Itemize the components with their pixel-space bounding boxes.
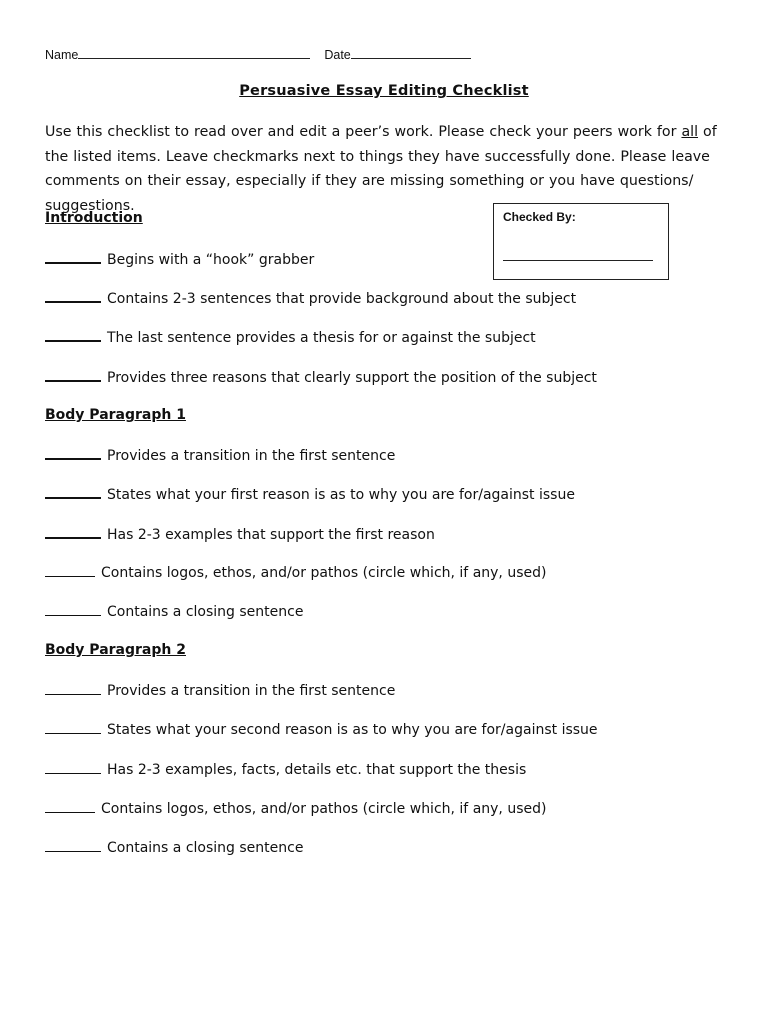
checked-by-label: Checked By: [503, 210, 576, 224]
checklist-item-text: Provides a transition in the first sentence [107, 683, 396, 699]
check-blank[interactable] [45, 249, 101, 264]
checklist-item [45, 524, 435, 543]
checklist-item [45, 602, 303, 620]
section-heading-body-paragraph-1: Body Paragraph 1 [45, 407, 186, 423]
checklist-item-text: Contains 2-3 sentences that provide background about the subject [107, 291, 577, 307]
check-blank[interactable] [45, 524, 101, 539]
check-blank[interactable] [45, 484, 101, 499]
checklist-item [45, 563, 546, 581]
check-blank[interactable] [45, 720, 101, 734]
date-label: Date [324, 48, 351, 62]
checklist-item-text: Contains logos, ethos, and/or pathos (circle which, if any, used) [101, 801, 547, 817]
check-blank[interactable] [45, 602, 101, 616]
checked-by-signature-line [503, 260, 653, 261]
checklist-item [45, 288, 576, 307]
checklist-item-text: States what your first reason is as to why you are for/against issue [107, 487, 575, 503]
checklist-item [45, 681, 395, 699]
checked-by-box [493, 203, 669, 280]
check-blank[interactable] [45, 799, 95, 813]
instructions-text-part2: of the listed items. Leave checkmarks next to things they have successfully done. Please leave comments on their essay, especially if they are missing something or you have questions/ suggestions. [45, 124, 717, 214]
checklist-item-text: Provides a transition in the first sentence [107, 448, 396, 464]
checklist-item [45, 249, 314, 268]
section-heading-body-paragraph-2: Body Paragraph 2 [45, 642, 186, 658]
checklist-item [45, 838, 303, 856]
checklist-item [45, 367, 597, 386]
check-blank[interactable] [45, 367, 101, 382]
check-blank[interactable] [45, 288, 101, 303]
checklist-item [45, 484, 575, 503]
date-field-line [351, 46, 471, 59]
check-blank[interactable] [45, 760, 101, 774]
check-blank[interactable] [45, 563, 95, 577]
check-blank[interactable] [45, 681, 101, 695]
instructions-text-part1: Use this checklist to read over and edit a peer’s work. Please check your peers work for [45, 124, 682, 140]
instructions-underlined-word: all [681, 124, 699, 140]
checklist-item-text: States what your second reason is as to why you are for/against issue [107, 722, 598, 738]
checklist-item [45, 327, 536, 346]
name-label: Name [45, 48, 79, 62]
section-heading-introduction: Introduction [45, 210, 143, 226]
check-blank[interactable] [45, 838, 101, 852]
checklist-item-text: Provides three reasons that clearly support the position of the subject [107, 370, 597, 386]
check-blank[interactable] [45, 445, 101, 460]
checklist-item-text: Has 2-3 examples that support the first reason [107, 527, 435, 543]
checklist-item-text: Contains logos, ethos, and/or pathos (circle which, if any, used) [101, 565, 547, 581]
checklist-item [45, 720, 598, 738]
checklist-item-text: Has 2-3 examples, facts, details etc. that support the thesis [107, 762, 527, 778]
checklist-item [45, 760, 526, 778]
checklist-item-text: Begins with a “hook” grabber [107, 252, 315, 268]
checklist-item [45, 799, 546, 817]
checklist-item-text: The last sentence provides a thesis for or against the subject [107, 330, 536, 346]
checklist-item-text: Contains a closing sentence [107, 604, 304, 620]
page-title: Persuasive Essay Editing Checklist [239, 83, 529, 99]
checklist-item [45, 445, 395, 464]
checklist-item-text: Contains a closing sentence [107, 840, 304, 856]
name-date-line [45, 46, 471, 62]
name-field-line [78, 46, 310, 59]
check-blank[interactable] [45, 327, 101, 342]
